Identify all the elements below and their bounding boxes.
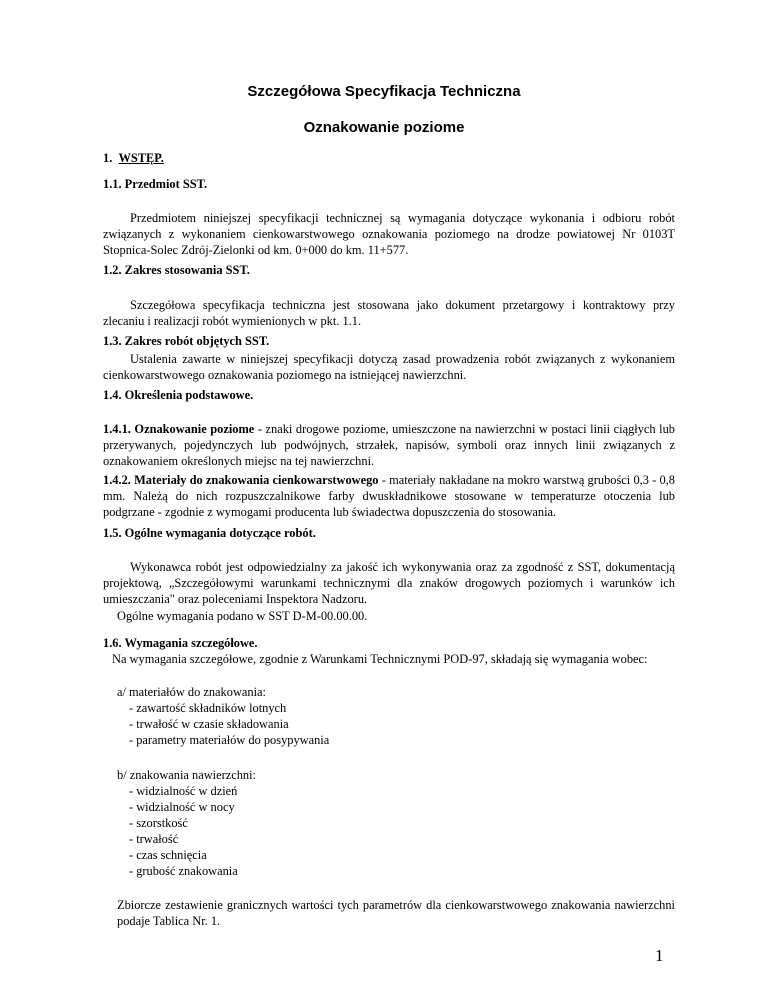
section-1-1-text: Przedmiotem niniejszej specyfikacji technicznej są wymagania dotyczące wykonania i odbioru robót związanych z wykonaniem cienkowarstwowego oznakowania poziomego na drodze powiatowej Nr 0103T Stopnica-Solec Zdrój-Zielonki od km. 0+000 do km. 11+577. — [103, 211, 675, 257]
list-item: - czas schnięcia — [129, 848, 207, 862]
section-1-2-title: 1.2. Zakres stosowania SST. — [103, 263, 250, 277]
list-item: - parametry materiałów do posypywania — [129, 733, 330, 747]
section-1-3-title: 1.3. Zakres robót objętych SST. — [103, 334, 270, 348]
section-1-heading — [103, 150, 164, 166]
section-1-4-2-paragraph — [103, 472, 675, 520]
list-item: - widzialność w dzień — [129, 784, 238, 798]
section-1-2-paragraph — [103, 297, 675, 329]
section-1-5-text2: Ogólne wymagania podano w SST D-M-00.00.00. — [117, 609, 368, 623]
section-1-4-2-term: 1.4.2. Materiały do znakowania cienkowarstwowego — [103, 473, 379, 487]
section-1-title: WSTĘP. — [118, 151, 164, 165]
section-1-3-paragraph — [103, 351, 675, 383]
section-1-3-text: Ustalenia zawarte w niniejszej specyfikacji dotyczą zasad prowadzenia robót związanych z wykonaniem cienkowarstwowego oznakowania poziomego na istniejącej nawierzchni. — [103, 352, 675, 382]
list-item: - widzialność w nocy — [129, 800, 235, 814]
list-item: - grubość znakowania — [129, 864, 238, 878]
section-1-number: 1. — [103, 151, 113, 165]
group-b-title: b/ znakowania nawierzchni: — [117, 768, 256, 782]
document-subtitle: Oznakowanie poziome — [303, 119, 465, 136]
section-1-5-title: 1.5. Ogólne wymagania dotyczące robót. — [103, 526, 316, 540]
section-1-4-2-text: - materiały nakładane na mokro warstwą grubości 0,3 - 0,8 mm. Należą do nich rozpuszczalnikowe farby dwuskładnikowe stosowane w temperaturze otoczenia lub podgrzane - zgodnie z wymogami producenta lub świadectwa dopuszczenia do stosowania. — [103, 473, 675, 519]
section-1-6-intro: Na wymagania szczegółowe, zgodnie z Warunkami Technicznymi POD-97, składają się wymagania wobec: — [112, 652, 648, 666]
section-1-5-text: Wykonawca robót jest odpowiedzialny za jakość ich wykonywania oraz za zgodność z SST, dokumentacją projektową, „Szczegółowymi warunkami technicznymi dla znaków drogowych poziomych i warunków ich umieszczania" oraz poleceniami Inspektora Nadzoru. — [103, 560, 675, 606]
list-item: - trwałość — [129, 832, 179, 846]
section-1-1-title: 1.1. Przedmiot SST. — [103, 177, 208, 191]
group-a-title: a/ materiałów do znakowania: — [117, 685, 266, 699]
section-1-4-1-paragraph — [103, 421, 675, 469]
page-number: 1 — [655, 946, 664, 965]
section-1-4-1-term: 1.4.1. Oznakowanie poziome — [103, 422, 255, 436]
list-item: - zawartość składników lotnych — [129, 701, 287, 715]
section-1-5-paragraph — [103, 559, 675, 607]
section-1-1-paragraph — [103, 210, 675, 258]
section-1-2-text: Szczegółowa specyfikacja techniczna jest stosowana jako dokument przetargowy i kontraktowy przy zlecaniu i realizacji robót wymienionych w pkt. 1.1. — [103, 298, 675, 328]
document-title: Szczegółowa Specyfikacja Techniczna — [247, 83, 521, 100]
section-1-4-1-text: - znaki drogowe poziome, umieszczone na nawierzchni w postaci linii ciągłych lub przerywanych, pojedynczych lub podwójnych, strzałek, napisów, symboli oraz innych linii związanych z oznakowaniem określonych miejsc na tej nawierzchni. — [103, 422, 675, 468]
section-1-4-title: 1.4. Określenia podstawowe. — [103, 388, 254, 402]
section-1-6-title: 1.6. Wymagania szczegółowe. — [103, 636, 258, 650]
list-item: - szorstkość — [129, 816, 188, 830]
section-1-6-paragraph — [103, 651, 675, 667]
summary-paragraph: Zbiorcze zestawienie granicznych wartości tych parametrów dla cienkowarstwowego znakowania nawierzchni podaje Tablica Nr. 1. — [117, 898, 675, 928]
list-item: - trwałość w czasie składowania — [129, 717, 289, 731]
